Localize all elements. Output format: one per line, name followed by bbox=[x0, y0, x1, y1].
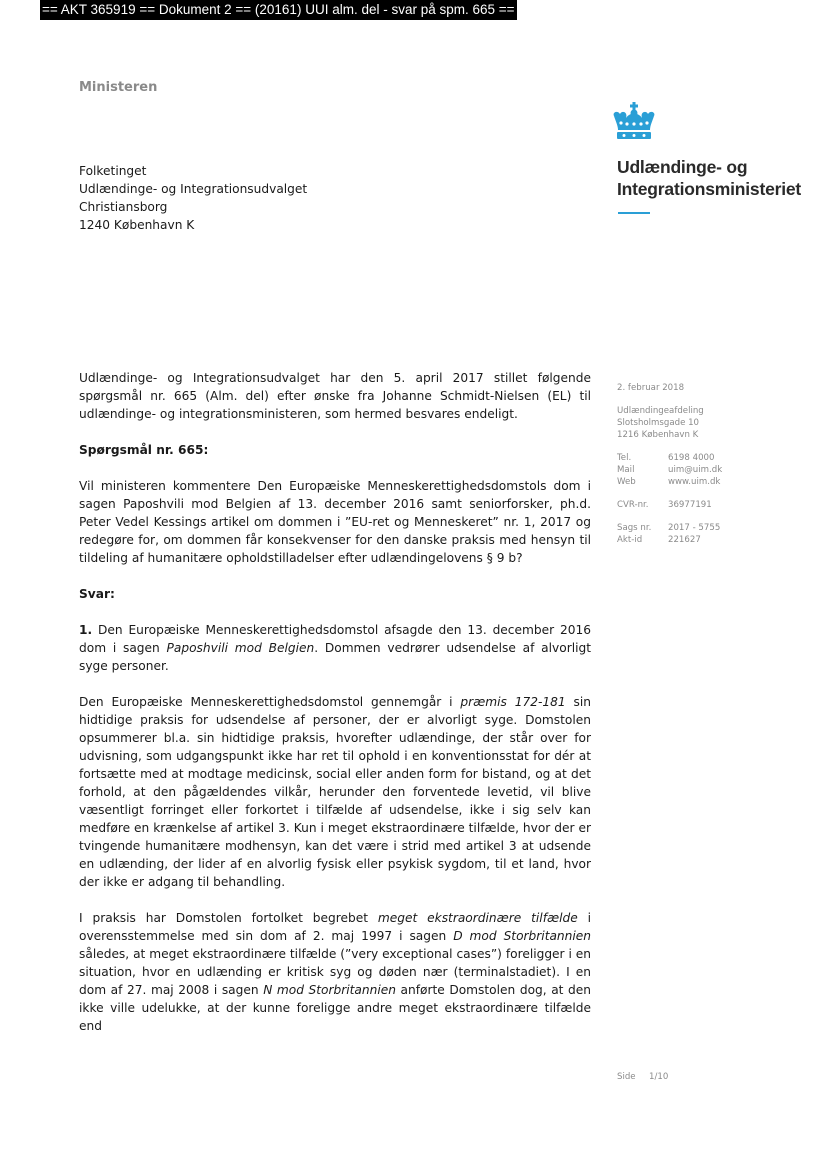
recipient-line-1: Folketinget bbox=[79, 164, 147, 178]
ministry-name-line2: Integrationsministeriet bbox=[617, 179, 802, 199]
answer-paragraph-1 bbox=[79, 621, 591, 675]
logo-accent-line bbox=[618, 212, 650, 214]
answer-paragraph-2 bbox=[79, 693, 591, 891]
intro-paragraph: Udlændinge- og Integrationsudvalget har den 5. april 2017 stillet følgende spørgsmål nr. 665 (Alm. del) efter ønske fra Johanne Schmidt-Nielsen (EL) til udlændinge- og integrationsministeren, som hermed besvares endeligt. bbox=[79, 371, 591, 421]
text-run: I praksis har Domstolen fortolket begrebet bbox=[79, 911, 378, 925]
cvr-info bbox=[617, 499, 777, 511]
answer-paragraph-3 bbox=[79, 909, 591, 1035]
department-address bbox=[617, 405, 777, 441]
letter-date: 2. februar 2018 bbox=[617, 383, 685, 393]
text-run: Den Europæiske Menneskerettighedsdomstol gennemgår i bbox=[79, 695, 461, 709]
contact-info bbox=[617, 452, 777, 488]
web-value: www.uim.dk bbox=[668, 477, 721, 487]
case-number-value: 2017 - 5755 bbox=[668, 523, 721, 533]
recipient-address bbox=[79, 162, 307, 234]
mail-label: Mail bbox=[617, 465, 635, 475]
recipient-line-3: Christiansborg bbox=[79, 200, 168, 214]
ministry-logo-text bbox=[617, 156, 801, 200]
term-emphasis: meget ekstraordinære tilfælde bbox=[377, 911, 578, 925]
text-run: Den Europæiske Menneskerettighedsdomstol afsagde den 13. december 2016 dom i sagen bbox=[79, 623, 591, 655]
paragraph-number: 1. bbox=[79, 623, 93, 637]
sender-label: Ministeren bbox=[79, 80, 158, 95]
text-run: sin hidtidige praksis for udsendelse af personer, der er alvorligt syge. Domstolen opsummerer bl.a. sin hidtidige praksis, hvorefter udlændinge, der står over for udvisning, som udgangspunkt ikke har ret til ophold i en konventionsstat for dér at fortsætte med at modtage medicinsk, social eller anden form for bistand, og at det forhold, at den pågældendes vilkår, herunder den forventede levetid, vil blive væsentligt forringet eller forkortet i tilfælde af udsendelse, ikke i sig selv kan medføre en krænkelse af artikel 3. Kun i meget ekstraordinære tilfælde, hvor der er tvingende humanitære modhensyn, kan det være i strid med artikel 3 at udsende en udlænding, der lider af en alvorlig fysisk eller psykisk sygdom, til et land, hvor der ikke er adgang til behandling. bbox=[79, 695, 592, 889]
recipient-line-4: 1240 København K bbox=[79, 218, 195, 232]
department-street: Slotsholmsgade 10 bbox=[617, 418, 700, 428]
act-id-value: 221627 bbox=[668, 535, 701, 545]
cvr-value: 36977191 bbox=[668, 500, 712, 510]
premise-reference: præmis 172-181 bbox=[460, 695, 566, 709]
tel-label: Tel. bbox=[617, 453, 632, 463]
act-id-label: Akt-id bbox=[617, 535, 643, 545]
recipient-line-2: Udlændinge- og Integrationsudvalget bbox=[79, 182, 308, 196]
case-name: Paposhvili mod Belgien bbox=[166, 641, 315, 655]
text-run: i overensstemmelse med sin dom af 2. maj 1997 i sagen bbox=[79, 911, 592, 943]
case-number-label: Sags nr. bbox=[617, 523, 652, 533]
ministry-name-line1: Udlændinge- og bbox=[617, 157, 748, 177]
letter-sidebar bbox=[617, 382, 777, 557]
case-name: D mod Storbritannien bbox=[453, 929, 591, 943]
page-value: 1/10 bbox=[649, 1072, 669, 1082]
web-label: Web bbox=[617, 477, 636, 487]
document-stamp-header: == AKT 365919 == Dokument 2 == (20161) UUI alm. del - svar på spm. 665 == bbox=[40, 0, 517, 20]
letter-body bbox=[79, 369, 591, 1053]
question-paragraph: Vil ministeren kommentere Den Europæiske Menneskerettighedsdomstols dom i sagen Paposhvili mod Belgien af 13. december 2016 samt seniorforsker, ph.d. Peter Vedel Kessings artikel om dommen i ”EU-ret og Menneskeret” nr. 1, 2017 og redegøre for, om dommen får konsekvenser for den danske praksis med hensyn til tildeling af humanitære opholdstilladelser efter udlændingelovens § 9 b? bbox=[79, 479, 591, 565]
department-name: Udlændingeafdeling bbox=[617, 406, 704, 416]
text-run: . Dommen vedrører udsendelse af alvorligt syge personer. bbox=[79, 641, 591, 673]
case-name: N mod Storbritannien bbox=[263, 983, 396, 997]
question-heading: Spørgsmål nr. 665: bbox=[79, 443, 209, 457]
mail-value: uim@uim.dk bbox=[668, 465, 723, 475]
tel-value: 6198 4000 bbox=[668, 453, 715, 463]
case-info bbox=[617, 522, 777, 546]
cvr-label: CVR-nr. bbox=[617, 500, 649, 510]
crown-icon bbox=[610, 102, 658, 142]
page-number bbox=[617, 1072, 668, 1082]
text-run: anførte Domstolen dog, at den ikke ville udelukke, at der kunne foreligge andre meget ekstraordinære tilfælde end bbox=[79, 983, 591, 1033]
department-city: 1216 København K bbox=[617, 430, 699, 440]
answer-heading: Svar: bbox=[79, 587, 115, 601]
page-label: Side bbox=[617, 1072, 636, 1082]
text-run: således, at meget ekstraordinære tilfælde (”very exceptional cases”) foreligger i en situation, hvor en udlænding er kritisk syg og døden nær (terminalstadiet). I en dom af 27. maj 2008 i sagen bbox=[79, 947, 591, 997]
